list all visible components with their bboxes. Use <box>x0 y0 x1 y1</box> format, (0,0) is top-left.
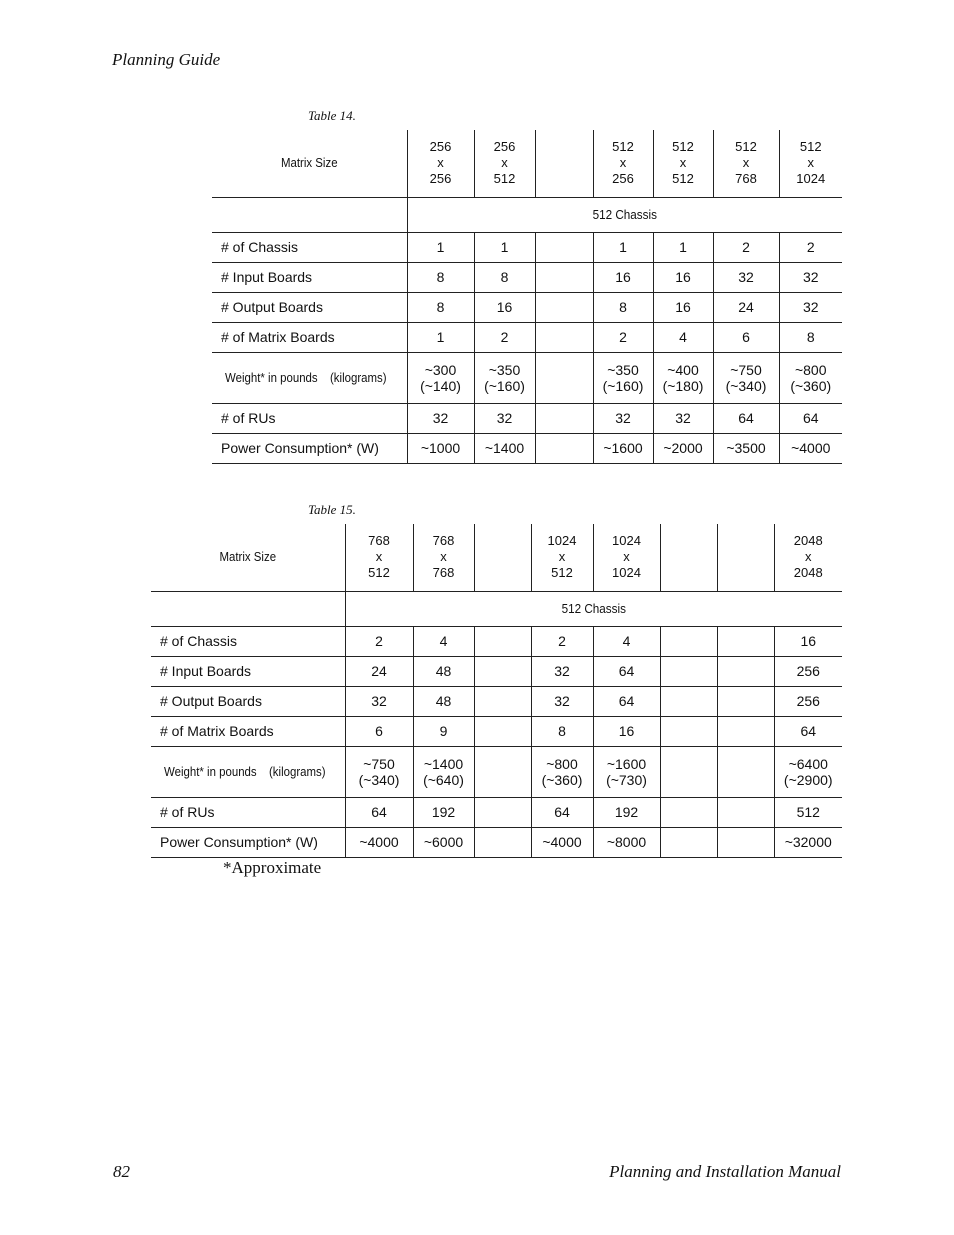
table-cell <box>474 716 531 746</box>
chassis-label: 512 Chassis <box>592 206 657 222</box>
table-cell: 8 <box>407 292 474 322</box>
row-label: # of RUs <box>212 403 407 433</box>
matrix-size-header-line: 1024 <box>612 533 641 549</box>
table-15-caption: Table 15. <box>308 502 356 517</box>
table-cell-line: (~140) <box>420 377 461 394</box>
table-cell: 32 <box>531 656 593 686</box>
matrix-size-header-line: 512 <box>735 139 757 155</box>
matrix-size-header-line: 512 <box>612 139 634 155</box>
table-cell <box>717 626 774 656</box>
table-14 <box>212 130 842 464</box>
table-cell <box>535 322 593 352</box>
table-cell: 8 <box>593 292 653 322</box>
row-label-line: Weight* in pounds <box>225 369 318 385</box>
table-cell <box>717 746 774 797</box>
table-cell <box>779 352 842 403</box>
row-label: # of RUs <box>151 797 345 827</box>
table-cell: 1 <box>474 232 535 262</box>
table-cell: 64 <box>593 686 660 716</box>
table-cell: 192 <box>413 797 474 827</box>
table-cell-line: (~160) <box>602 377 644 394</box>
table-cell: 2 <box>474 322 535 352</box>
matrix-size-header-cell <box>717 524 774 591</box>
matrix-size-header-line: x <box>679 155 687 171</box>
matrix-size-header-cell <box>593 524 660 591</box>
table-cell: 16 <box>653 262 713 292</box>
matrix-size-header-line: x <box>375 549 383 565</box>
table-cell <box>660 716 717 746</box>
table-cell-line: ~6400 <box>788 755 828 772</box>
table-cell-line: (~360) <box>541 771 583 788</box>
table-cell-line: ~750 <box>730 361 762 378</box>
table-row <box>212 232 842 262</box>
table-cell: ~1000 <box>407 433 474 463</box>
table-cell-line: (~640) <box>423 771 464 788</box>
table-cell: 8 <box>474 262 535 292</box>
footnote-approximate: *Approximate <box>223 858 322 877</box>
table-cell: ~8000 <box>593 827 660 857</box>
table-row <box>151 716 842 746</box>
table-cell: 192 <box>593 797 660 827</box>
matrix-size-header-line: 512 <box>672 171 694 187</box>
row-label: # Input Boards <box>212 262 407 292</box>
chassis-row-blank <box>151 591 345 626</box>
table-cell <box>717 827 774 857</box>
table-cell-line: ~800 <box>546 755 578 772</box>
chassis-label-cell <box>345 591 842 626</box>
matrix-size-header-cell <box>593 130 653 197</box>
manual-title: Planning and Installation Manual <box>609 1162 841 1181</box>
table-cell: 1 <box>593 232 653 262</box>
table-cell: 2 <box>531 626 593 656</box>
table-cell: 32 <box>779 262 842 292</box>
chassis-row <box>212 197 842 232</box>
matrix-size-header-line: 256 <box>493 139 516 155</box>
table-cell <box>474 797 531 827</box>
table-cell: 32 <box>345 686 413 716</box>
matrix-size-header-cell <box>535 130 593 197</box>
table-cell: ~4000 <box>531 827 593 857</box>
matrix-size-header-cell <box>407 130 474 197</box>
table-cell: 9 <box>413 716 474 746</box>
table-cell: 8 <box>531 716 593 746</box>
matrix-size-label: Matrix Size <box>163 524 334 591</box>
row-label: # of Matrix Boards <box>212 322 407 352</box>
row-label: # Input Boards <box>151 656 345 686</box>
table-cell <box>660 797 717 827</box>
row-label: # of Matrix Boards <box>151 716 345 746</box>
page-number: 82 <box>113 1162 130 1181</box>
table-row <box>151 686 842 716</box>
matrix-size-header-cell <box>474 524 531 591</box>
table-cell: 32 <box>531 686 593 716</box>
table-row <box>151 827 842 857</box>
table-row <box>212 433 842 463</box>
matrix-size-header-line: 512 <box>493 171 516 187</box>
matrix-size-row <box>151 524 842 591</box>
table-cell: ~32000 <box>774 827 842 857</box>
table-cell <box>660 746 717 797</box>
matrix-size-header-cell <box>713 130 779 197</box>
table-cell: 64 <box>779 403 842 433</box>
table-cell-line: ~350 <box>488 361 521 378</box>
row-label-line: (kilograms) <box>269 763 326 779</box>
table-cell <box>474 746 531 797</box>
table-cell: ~4000 <box>779 433 842 463</box>
table-cell <box>345 746 413 797</box>
table-cell: ~4000 <box>345 827 413 857</box>
matrix-size-header-line: x <box>558 549 566 565</box>
matrix-size-header-cell <box>774 524 842 591</box>
table-cell-line: ~750 <box>363 755 395 772</box>
chassis-label: 512 Chassis <box>561 600 626 616</box>
table-cell: 256 <box>774 686 842 716</box>
matrix-size-header-line: 768 <box>368 533 390 549</box>
matrix-size-header-line: x <box>805 549 812 565</box>
table-cell <box>717 686 774 716</box>
table-cell: 24 <box>345 656 413 686</box>
table-cell: 512 <box>774 797 842 827</box>
table-14-caption: Table 14. <box>308 108 356 123</box>
table-cell: ~6000 <box>413 827 474 857</box>
table-cell <box>535 433 593 463</box>
matrix-size-header-cell <box>345 524 413 591</box>
table-cell: 8 <box>407 262 474 292</box>
table-cell <box>660 686 717 716</box>
chassis-row-blank <box>212 197 407 232</box>
table-cell-line: ~1400 <box>423 755 464 772</box>
matrix-size-header-cell <box>660 524 717 591</box>
table-cell: 2 <box>593 322 653 352</box>
matrix-size-header-cell <box>653 130 713 197</box>
row-label: # Output Boards <box>151 686 345 716</box>
running-head: Planning Guide <box>112 50 221 69</box>
table-cell <box>660 656 717 686</box>
table-row <box>212 352 842 403</box>
table-cell: 24 <box>713 292 779 322</box>
row-label-line: (kilograms) <box>330 369 387 385</box>
table-cell <box>474 686 531 716</box>
table-cell-line: (~340) <box>725 377 767 394</box>
table-cell <box>535 292 593 322</box>
matrix-size-header-line: 1024 <box>612 565 641 581</box>
table-row <box>212 322 842 352</box>
matrix-size-header-line: 768 <box>432 565 455 581</box>
table-cell: 64 <box>531 797 593 827</box>
table-cell: 32 <box>713 262 779 292</box>
matrix-size-header-line: x <box>440 549 447 565</box>
table-cell: 1 <box>407 232 474 262</box>
table-row <box>212 262 842 292</box>
table-cell: 48 <box>413 656 474 686</box>
matrix-size-header-line: x <box>742 155 750 171</box>
table-row <box>151 746 842 797</box>
row-label <box>151 746 345 797</box>
matrix-size-header-line: x <box>437 155 444 171</box>
row-label: Power Consumption* (W) <box>212 433 407 463</box>
table-row <box>151 626 842 656</box>
table-row <box>151 656 842 686</box>
chassis-row <box>151 591 842 626</box>
table-cell <box>535 403 593 433</box>
table-cell: 64 <box>774 716 842 746</box>
table-cell <box>774 746 842 797</box>
matrix-size-header-line: x <box>807 155 814 171</box>
table-cell: 48 <box>413 686 474 716</box>
matrix-size-header-cell <box>531 524 593 591</box>
table-cell: 32 <box>779 292 842 322</box>
table-cell <box>535 352 593 403</box>
matrix-size-header-line: x <box>623 549 630 565</box>
row-label: # Output Boards <box>212 292 407 322</box>
table-cell: 4 <box>413 626 474 656</box>
table-cell: 32 <box>593 403 653 433</box>
matrix-size-header-line: 1024 <box>796 171 826 187</box>
matrix-size-label: Matrix Size <box>224 130 396 197</box>
table-cell: 16 <box>774 626 842 656</box>
table-cell-line: (~340) <box>358 771 400 788</box>
table-cell <box>535 262 593 292</box>
row-label <box>212 352 407 403</box>
table-cell: 32 <box>407 403 474 433</box>
table-cell: 64 <box>345 797 413 827</box>
matrix-size-header-line: 512 <box>799 139 822 155</box>
table-cell: 64 <box>713 403 779 433</box>
table-cell <box>660 626 717 656</box>
table-cell: 16 <box>593 262 653 292</box>
table-cell <box>593 746 660 797</box>
table-cell <box>474 827 531 857</box>
chassis-label-cell <box>407 197 842 232</box>
matrix-size-header-line: 768 <box>432 533 455 549</box>
table-cell <box>717 656 774 686</box>
matrix-size-header-line: 1024 <box>547 533 577 549</box>
table-cell: ~1600 <box>593 433 653 463</box>
table-cell: 4 <box>653 322 713 352</box>
table-cell: 16 <box>653 292 713 322</box>
table-cell: ~2000 <box>653 433 713 463</box>
table-cell-line: ~400 <box>667 361 699 378</box>
matrix-size-header-cell <box>779 130 842 197</box>
table-cell: 6 <box>345 716 413 746</box>
matrix-size-header-line: 512 <box>368 565 390 581</box>
table-cell <box>660 827 717 857</box>
table-row <box>212 292 842 322</box>
matrix-size-header-line: 256 <box>429 139 452 155</box>
matrix-size-header-line: 512 <box>551 565 573 581</box>
matrix-size-header-cell <box>413 524 474 591</box>
table-cell-line: (~160) <box>484 377 525 394</box>
row-label-line: Weight* in pounds <box>164 763 257 779</box>
table-cell-line: ~350 <box>607 361 639 378</box>
matrix-size-header-line: 256 <box>612 171 634 187</box>
matrix-size-header-line: x <box>501 155 508 171</box>
row-label: # of Chassis <box>151 626 345 656</box>
table-cell <box>413 746 474 797</box>
table-cell-line: (~730) <box>606 771 647 788</box>
table-cell-line: (~2900) <box>783 771 833 788</box>
table-cell-line: ~800 <box>794 361 827 378</box>
table-cell <box>474 626 531 656</box>
table-row <box>151 797 842 827</box>
table-cell <box>407 352 474 403</box>
table-cell: 16 <box>593 716 660 746</box>
table-cell: 256 <box>774 656 842 686</box>
table-cell: ~3500 <box>713 433 779 463</box>
table-cell: ~1400 <box>474 433 535 463</box>
table-cell <box>531 746 593 797</box>
table-cell: 8 <box>779 322 842 352</box>
matrix-size-header-line: 512 <box>672 139 694 155</box>
table-cell <box>535 232 593 262</box>
table-cell: 32 <box>653 403 713 433</box>
table-cell <box>593 352 653 403</box>
table-cell-line: (~180) <box>662 377 704 394</box>
table-cell: 64 <box>593 656 660 686</box>
table-cell: 32 <box>474 403 535 433</box>
matrix-size-row <box>212 130 842 197</box>
table-cell <box>474 352 535 403</box>
matrix-size-header-cell <box>474 130 535 197</box>
table-cell <box>717 716 774 746</box>
matrix-size-header-line: 2048 <box>793 533 823 549</box>
table-cell-line: ~300 <box>424 361 457 378</box>
row-label: # of Chassis <box>212 232 407 262</box>
matrix-size-header-line: 2048 <box>793 565 823 581</box>
table-cell: 6 <box>713 322 779 352</box>
row-label: Power Consumption* (W) <box>151 827 345 857</box>
table-cell-line: ~1600 <box>606 755 647 772</box>
table-cell <box>713 352 779 403</box>
table-cell: 2 <box>779 232 842 262</box>
table-row <box>212 403 842 433</box>
matrix-size-header-line: x <box>619 155 627 171</box>
table-cell: 1 <box>407 322 474 352</box>
table-cell: 2 <box>345 626 413 656</box>
matrix-size-header-line: 768 <box>735 171 757 187</box>
matrix-size-header-line: 256 <box>429 171 452 187</box>
table-cell: 2 <box>713 232 779 262</box>
table-cell: 1 <box>653 232 713 262</box>
table-15 <box>151 524 842 858</box>
table-cell <box>474 656 531 686</box>
table-cell: 16 <box>474 292 535 322</box>
table-cell-line: (~360) <box>790 377 832 394</box>
table-cell <box>717 797 774 827</box>
table-cell <box>653 352 713 403</box>
table-cell: 4 <box>593 626 660 656</box>
